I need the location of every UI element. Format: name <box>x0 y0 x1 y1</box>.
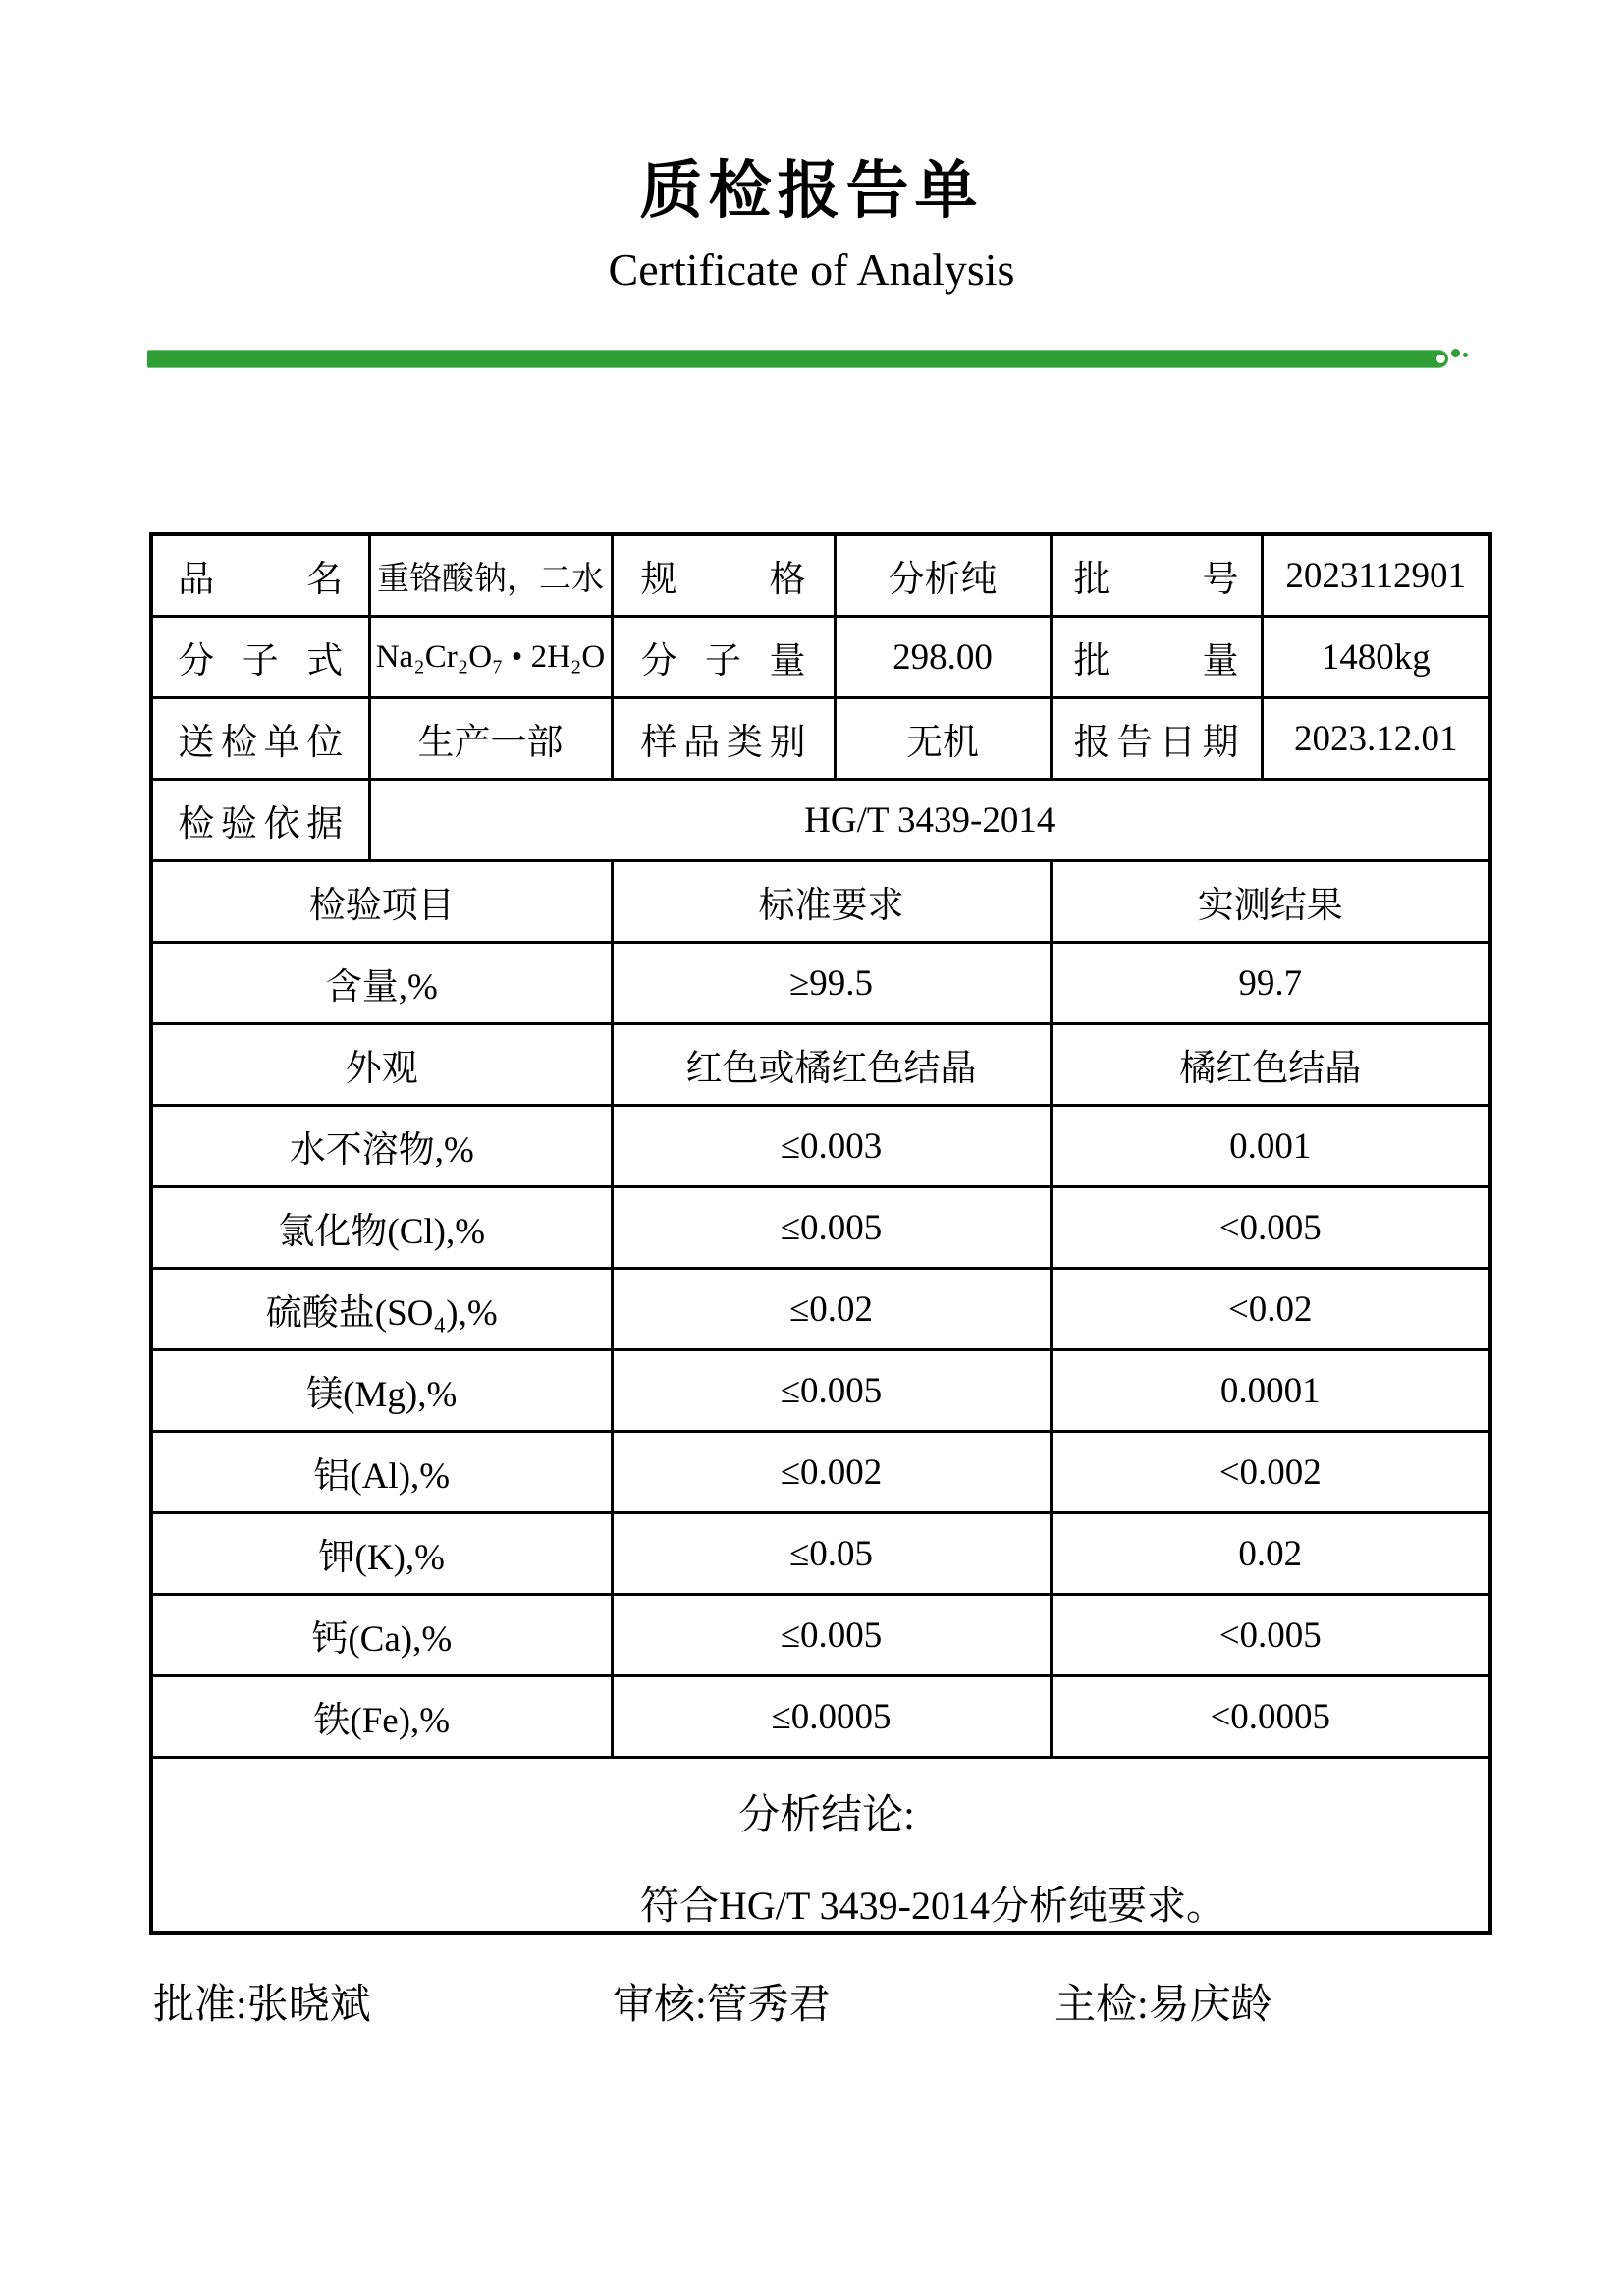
result-row <box>151 1106 1490 1187</box>
divider-dot-2 <box>1463 353 1468 357</box>
result-cell: 99.7 <box>1051 943 1490 1024</box>
divider-dot-1 <box>1451 349 1460 357</box>
result-cell: <0.005 <box>1051 1595 1490 1676</box>
result-cell: <0.005 <box>1051 1187 1490 1269</box>
result-cell: <0.02 <box>1051 1269 1490 1350</box>
info-row-1 <box>151 534 1490 617</box>
standard-cell: 红色或橘红色结晶 <box>612 1024 1051 1106</box>
result-row <box>151 1187 1490 1269</box>
standard-cell: ≤0.005 <box>612 1187 1051 1269</box>
results-header-row <box>151 861 1490 943</box>
result-row <box>151 1595 1490 1676</box>
col-header-result: 实测结果 <box>1051 861 1490 943</box>
item-cell: 镁(Mg),% <box>151 1350 612 1432</box>
result-cell: 0.02 <box>1051 1513 1490 1595</box>
standard-cell: ≤0.005 <box>612 1595 1051 1676</box>
conclusion-label: 分析结论: <box>738 1793 915 1838</box>
signature-approved: 批准:张晓斌 <box>153 1983 371 2028</box>
batch-qty-value: 1480kg <box>1262 617 1490 698</box>
item-cell: 硫酸盐(SO₄),% <box>151 1269 612 1350</box>
result-row <box>151 1269 1490 1350</box>
formula-value: Na₂Cr₂O₇ • 2H₂O <box>369 617 612 698</box>
submit-unit-value: 生产一部 <box>369 698 612 780</box>
basis-label: 检验依据 <box>151 780 369 861</box>
col-header-standard: 标准要求 <box>612 861 1051 943</box>
formula-label: 分子式 <box>151 617 369 698</box>
page-title: 质检报告单 <box>639 156 984 226</box>
result-row <box>151 1350 1490 1432</box>
basis-row <box>151 780 1490 861</box>
result-row <box>151 1024 1490 1106</box>
divider-dot-white <box>1436 355 1445 363</box>
item-cell: 铝(Al),% <box>151 1432 612 1513</box>
result-row <box>151 1432 1490 1513</box>
result-cell: 橘红色结晶 <box>1051 1024 1490 1106</box>
page-subtitle: Certificate of Analysis <box>608 245 1015 295</box>
standard-cell: ≤0.005 <box>612 1350 1051 1432</box>
item-cell: 铁(Fe),% <box>151 1676 612 1758</box>
batch-no-value: 2023112901 <box>1262 534 1490 617</box>
item-cell: 外观 <box>151 1024 612 1106</box>
result-cell: 0.0001 <box>1051 1350 1490 1432</box>
item-cell: 钙(Ca),% <box>151 1595 612 1676</box>
item-cell: 水不溶物,% <box>151 1106 612 1187</box>
result-cell: 0.001 <box>1051 1106 1490 1187</box>
basis-value: HG/T 3439-2014 <box>369 780 1490 861</box>
info-row-3 <box>151 698 1490 780</box>
conclusion-text: 符合HG/T 3439-2014分析纯要求。 <box>640 1884 1225 1928</box>
standard-cell: ≤0.003 <box>612 1106 1051 1187</box>
batch-no-label: 批号 <box>1051 534 1262 617</box>
result-cell: <0.0005 <box>1051 1676 1490 1758</box>
item-cell: 氯化物(Cl),% <box>151 1187 612 1269</box>
result-row <box>151 943 1490 1024</box>
conclusion-cell <box>151 1758 1490 1934</box>
sample-type-label: 样品类别 <box>612 698 835 780</box>
product-name-value: 重铬酸钠，二水 <box>369 534 612 617</box>
spec-value: 分析纯 <box>835 534 1051 617</box>
result-row <box>151 1513 1490 1595</box>
submit-unit-label: 送检单位 <box>151 698 369 780</box>
signature-inspected: 主检:易庆龄 <box>1055 1983 1272 2028</box>
spec-label: 规格 <box>612 534 835 617</box>
standard-cell: ≥99.5 <box>612 943 1051 1024</box>
standard-cell: ≤0.05 <box>612 1513 1051 1595</box>
sample-type-value: 无机 <box>835 698 1051 780</box>
report-date-value: 2023.12.01 <box>1262 698 1490 780</box>
info-row-2 <box>151 617 1490 698</box>
green-divider-bar <box>147 350 1448 368</box>
result-row <box>151 1676 1490 1758</box>
standard-cell: ≤0.002 <box>612 1432 1051 1513</box>
mol-weight-value: 298.00 <box>835 617 1051 698</box>
standard-cell: ≤0.02 <box>612 1269 1051 1350</box>
result-cell: <0.002 <box>1051 1432 1490 1513</box>
standard-cell: ≤0.0005 <box>612 1676 1051 1758</box>
col-header-item: 检验项目 <box>151 861 612 943</box>
mol-weight-label: 分子量 <box>612 617 835 698</box>
batch-qty-label: 批量 <box>1051 617 1262 698</box>
product-name-label: 品名 <box>151 534 369 617</box>
certificate-table <box>149 532 1492 1935</box>
conclusion-row <box>151 1758 1490 1934</box>
item-cell: 含量,% <box>151 943 612 1024</box>
item-cell: 钾(K),% <box>151 1513 612 1595</box>
report-date-label: 报告日期 <box>1051 698 1262 780</box>
signature-reviewed: 审核:管秀君 <box>613 1983 831 2028</box>
